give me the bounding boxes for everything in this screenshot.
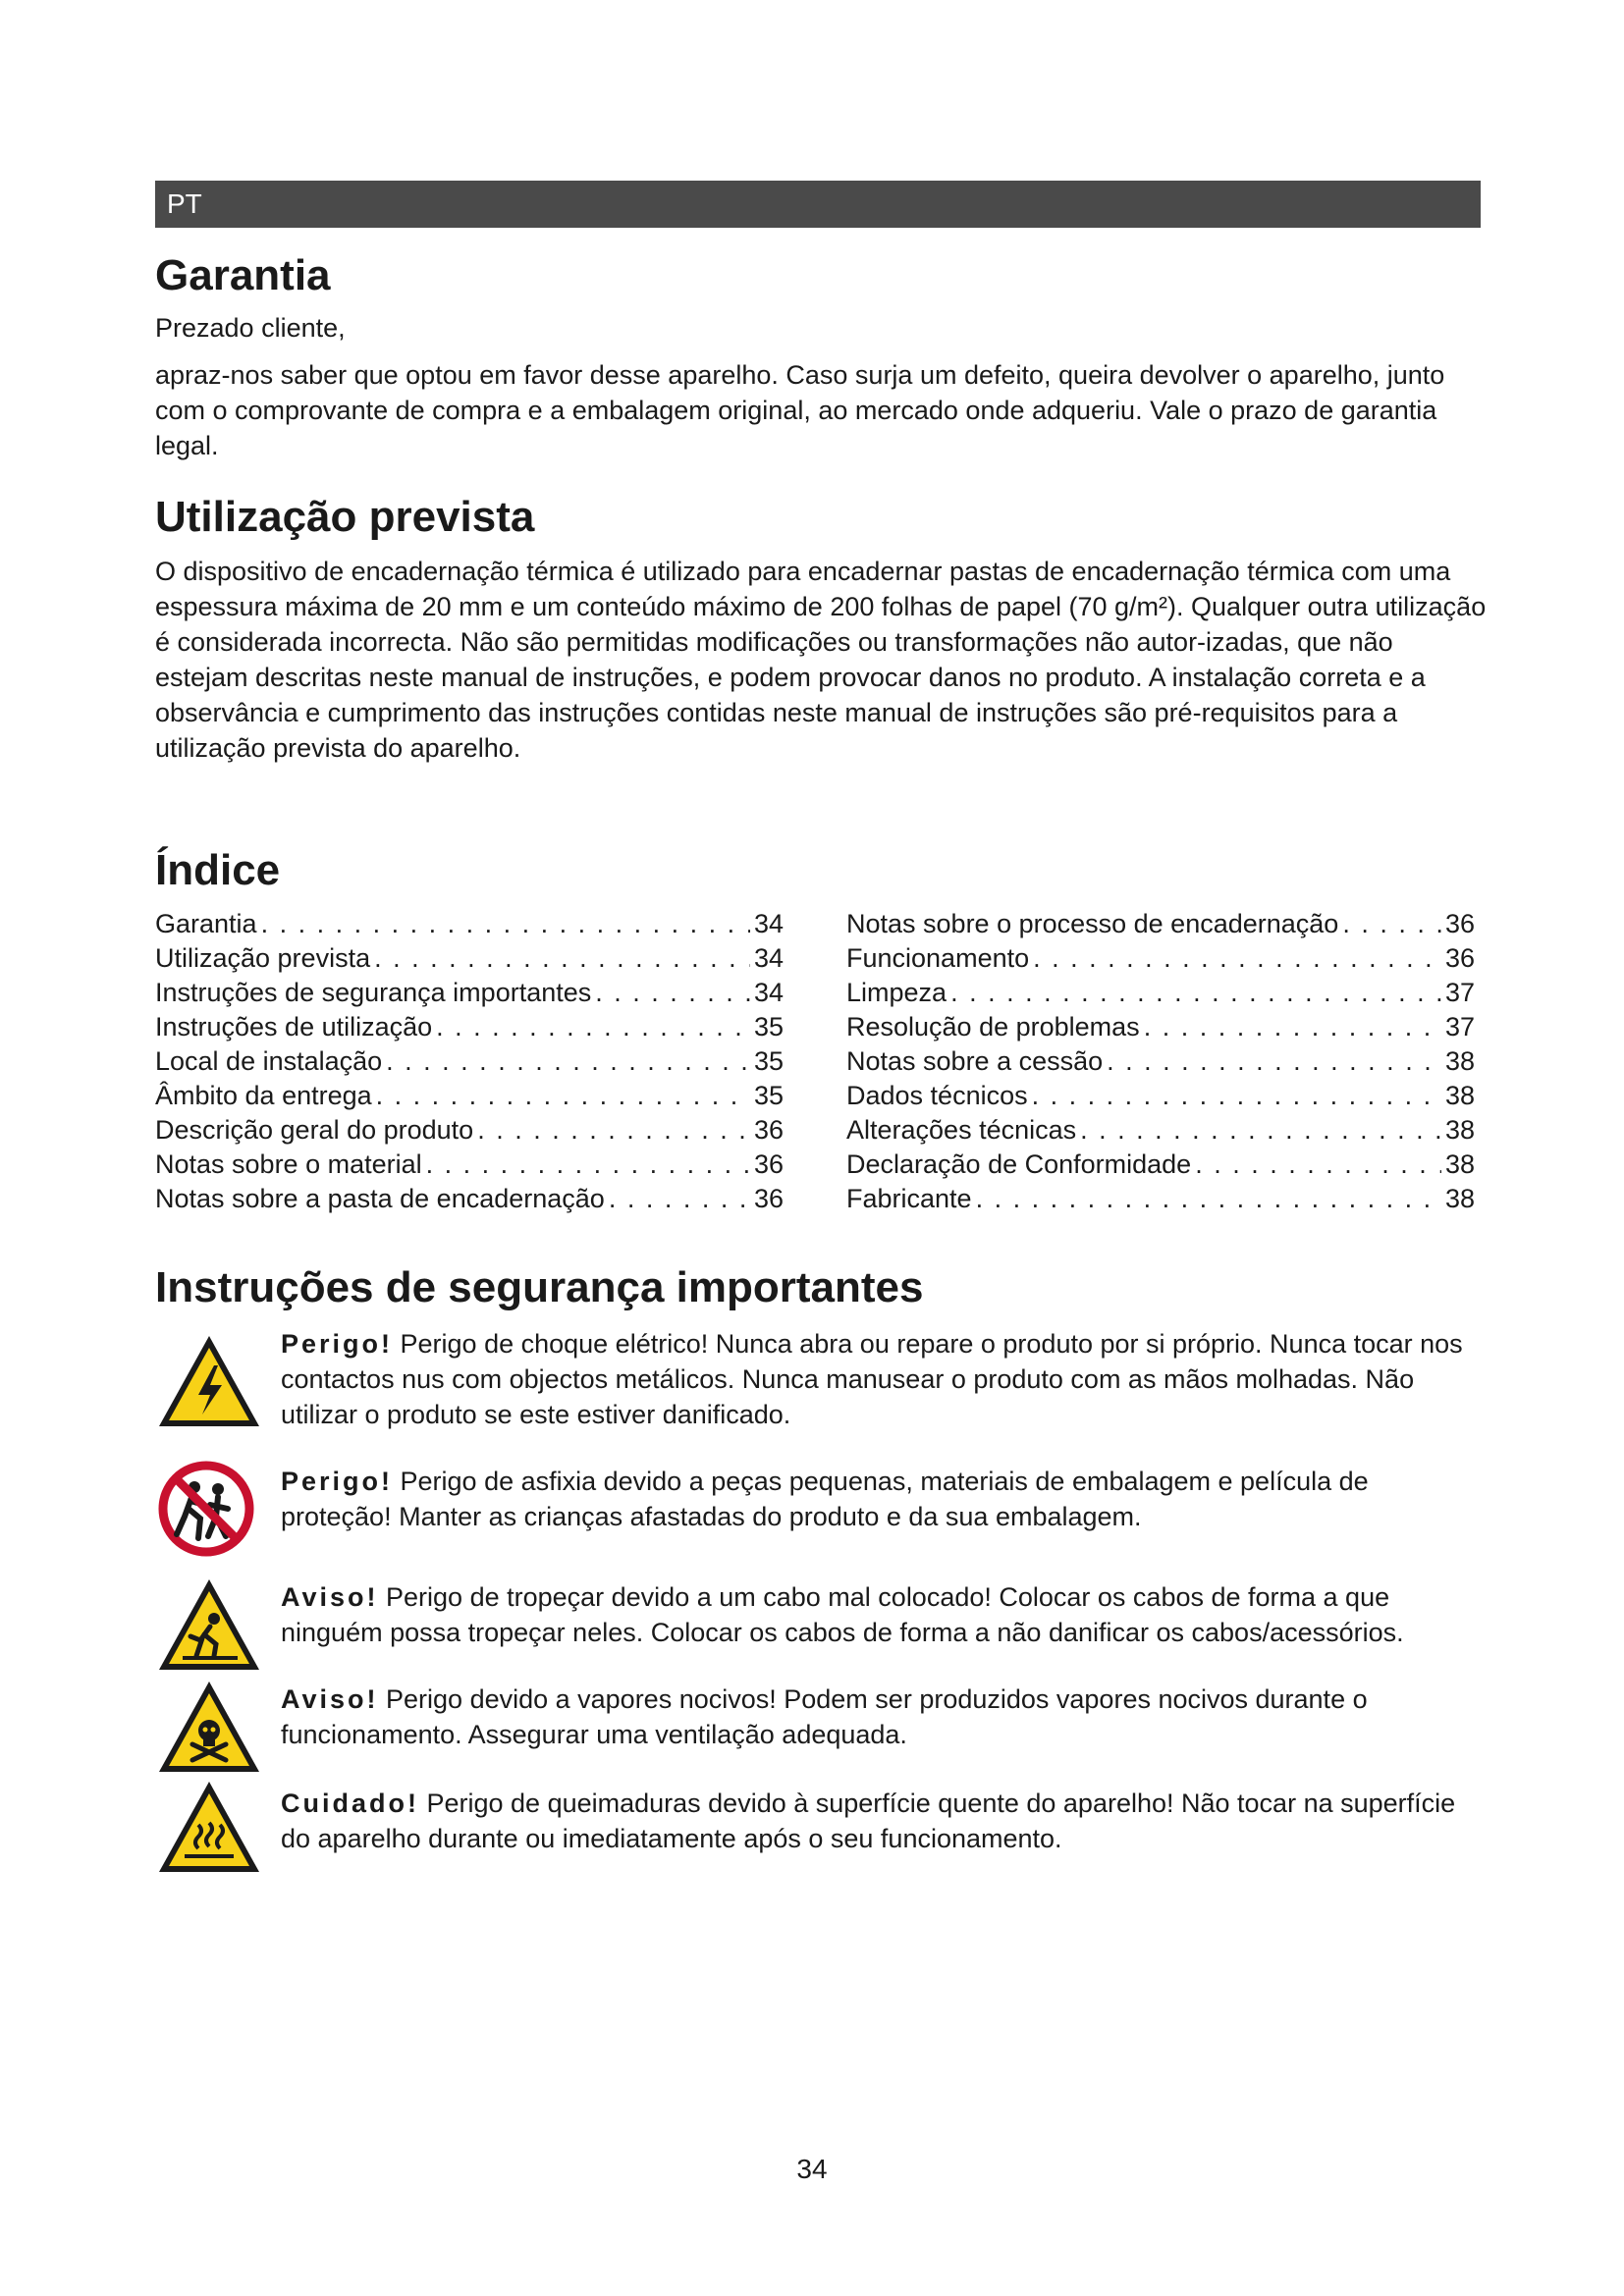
safety-warning-trip	[155, 1579, 1481, 1678]
toc-entry-label: Limpeza	[846, 978, 947, 1007]
toc-column-right	[846, 907, 1475, 1216]
toc-entry[interactable]	[846, 941, 1475, 976]
toc-entry[interactable]	[846, 1113, 1475, 1148]
toxic-vapor-warning-icon	[155, 1678, 263, 1776]
toc-leader	[976, 1182, 1441, 1216]
toc-entry-label: Notas sobre o processo de encadernação	[846, 909, 1339, 938]
toc-entry[interactable]	[155, 1148, 784, 1182]
toc-entry-page: 36	[753, 1149, 784, 1179]
section-title-seguranca: Instruções de segurança importantes	[155, 1263, 924, 1311]
toc-entry-page: 35	[753, 1081, 784, 1110]
toc-entry[interactable]	[846, 1079, 1475, 1113]
toc-entry-page: 38	[1444, 1046, 1475, 1076]
toc-entry[interactable]	[155, 1182, 784, 1216]
toc-entry[interactable]	[846, 1148, 1475, 1182]
toc-leader	[436, 1010, 750, 1044]
toc-entry-label: Local de instalação	[155, 1046, 383, 1076]
toc-entry-label: Resolução de problemas	[846, 1012, 1140, 1041]
safety-warning-vapors	[155, 1682, 1481, 1780]
toc-entry-page: 38	[1444, 1184, 1475, 1213]
toc-leader	[1195, 1148, 1441, 1182]
toc-leader	[1033, 941, 1441, 976]
no-children-prohibition-icon	[155, 1460, 263, 1558]
toc-entry-page: 35	[753, 1012, 784, 1041]
warning-text: Perigo de tropeçar devido a um cabo mal colocado! Colocar os cabos de forma a que ninguém possa tropeçar neles. Colocar os cabos de forma a não danificar os cabos/acessórios.	[281, 1582, 1404, 1647]
language-bar	[155, 181, 1481, 228]
toc-leader	[595, 976, 750, 1010]
toc-leader	[477, 1113, 750, 1148]
toc-leader	[1342, 907, 1441, 941]
safety-warning-electric	[155, 1326, 1481, 1434]
utilizacao-body: O dispositivo de encadernação térmica é utilizado para encadernar pastas de encadernação térmica com uma espessura máxima de 20 mm e um conteúdo máximo de 200 folhas de papel (70 g/m²). Qualquer outra utilização é considerada incorrecta. Não são permitidas modificações ou transformações não autor-izadas, que não estejam descritas neste manual de instruções, e podem provocar danos no produto. A instalação correta e a observância e cumprimento das instruções contidas neste manual de instruções são pré-requisitos para a utilização prevista do aparelho.	[155, 557, 1487, 763]
toc-entry-page: 34	[753, 978, 784, 1007]
toc-entry-page: 38	[1444, 1081, 1475, 1110]
safety-warning-asphyxia	[155, 1464, 1481, 1562]
hot-surface-warning-icon	[155, 1778, 263, 1876]
toc-leader	[376, 1079, 750, 1113]
warning-text: Perigo de queimaduras devido à superfície quente do aparelho! Não tocar na superfície do aparelho durante ou imediatamente após o seu funcionamento.	[281, 1789, 1456, 1853]
toc-leader	[1032, 1079, 1441, 1113]
toc-entry[interactable]	[155, 1044, 784, 1079]
manual-page	[155, 181, 1487, 1884]
table-of-contents	[155, 907, 1481, 1216]
garantia-salutation: Prezado cliente,	[155, 313, 346, 343]
warning-text: Perigo de asfixia devido a peças pequenas, materiais de embalagem e película de proteção! Manter as crianças afastadas do produto e da sua embalagem.	[281, 1467, 1369, 1531]
garantia-body: apraz-nos saber que optou em favor desse aparelho. Caso surja um defeito, queira devolver o aparelho, junto com o comprovante de compra e a embalagem original, ao mercado onde adqueriu. Vale o prazo de garantia legal.	[155, 360, 1445, 460]
toc-entry-page: 36	[1444, 943, 1475, 973]
toc-leader	[374, 941, 750, 976]
toc-entry[interactable]	[846, 976, 1475, 1010]
toc-entry[interactable]	[155, 941, 784, 976]
toc-entry-page: 34	[753, 943, 784, 973]
warning-text: Perigo de choque elétrico! Nunca abra ou repare o produto por si próprio. Nunca tocar nos contactos nus com objectos metálicos. Nunca manusear o produto com as mãos molhadas. Não utilizar o produto se este estiver danificado.	[281, 1329, 1463, 1429]
toc-leader	[1080, 1113, 1441, 1148]
toc-entry-label: Garantia	[155, 909, 257, 938]
toc-entry-page: 38	[1444, 1115, 1475, 1145]
warning-label: Aviso!	[281, 1582, 379, 1612]
toc-leader	[386, 1044, 750, 1079]
toc-entry-label: Funcionamento	[846, 943, 1030, 973]
toc-leader	[609, 1182, 750, 1216]
warning-label: Perigo!	[281, 1329, 394, 1359]
toc-leader	[1107, 1044, 1441, 1079]
toc-leader	[426, 1148, 750, 1182]
toc-entry-page: 35	[753, 1046, 784, 1076]
toc-entry-page: 36	[753, 1115, 784, 1145]
toc-entry-page: 36	[1444, 909, 1475, 938]
toc-entry-page: 38	[1444, 1149, 1475, 1179]
toc-entry-label: Declaração de Conformidade	[846, 1149, 1192, 1179]
toc-entry-label: Âmbito da entrega	[155, 1081, 372, 1110]
toc-leader	[1144, 1010, 1441, 1044]
language-code: PT	[167, 188, 202, 219]
electric-shock-warning-icon	[155, 1332, 263, 1430]
toc-entry[interactable]	[155, 1079, 784, 1113]
toc-entry[interactable]	[846, 1182, 1475, 1216]
warning-text: Perigo devido a vapores nocivos! Podem ser produzidos vapores nocivos durante o funcionamento. Assegurar uma ventilação adequada.	[281, 1684, 1368, 1749]
toc-entry-page: 37	[1444, 1012, 1475, 1041]
toc-entry-label: Dados técnicos	[846, 1081, 1028, 1110]
toc-entry[interactable]	[846, 1010, 1475, 1044]
toc-entry-page: 34	[753, 909, 784, 938]
safety-warning-hot-surface	[155, 1786, 1481, 1884]
section-title-indice: Índice	[155, 846, 281, 894]
toc-leader	[261, 907, 750, 941]
toc-entry-page: 36	[753, 1184, 784, 1213]
warning-label: Aviso!	[281, 1684, 379, 1714]
toc-entry[interactable]	[155, 1113, 784, 1148]
toc-entry-label: Notas sobre o material	[155, 1149, 422, 1179]
toc-entry-label: Notas sobre a pasta de encadernação	[155, 1184, 605, 1213]
toc-entry-page: 37	[1444, 978, 1475, 1007]
page-number: 34	[796, 2154, 828, 2184]
toc-entry[interactable]	[155, 976, 784, 1010]
toc-entry-label: Notas sobre a cessão	[846, 1046, 1104, 1076]
warning-label: Perigo!	[281, 1467, 394, 1496]
toc-entry[interactable]	[155, 1010, 784, 1044]
toc-column-left	[155, 907, 784, 1216]
warning-label: Cuidado!	[281, 1789, 419, 1818]
toc-entry-label: Fabricante	[846, 1184, 972, 1213]
toc-entry-label: Instruções de segurança importantes	[155, 978, 592, 1007]
toc-entry-label: Descrição geral do produto	[155, 1115, 474, 1145]
toc-entry[interactable]	[846, 907, 1475, 941]
section-title-garantia: Garantia	[155, 251, 331, 299]
toc-leader	[950, 976, 1441, 1010]
toc-entry[interactable]	[155, 907, 784, 941]
trip-hazard-warning-icon	[155, 1575, 263, 1674]
toc-entry[interactable]	[846, 1044, 1475, 1079]
section-title-utilizacao: Utilização prevista	[155, 493, 535, 541]
toc-entry-label: Alterações técnicas	[846, 1115, 1077, 1145]
toc-entry-label: Utilização prevista	[155, 943, 371, 973]
toc-entry-label: Instruções de utilização	[155, 1012, 433, 1041]
